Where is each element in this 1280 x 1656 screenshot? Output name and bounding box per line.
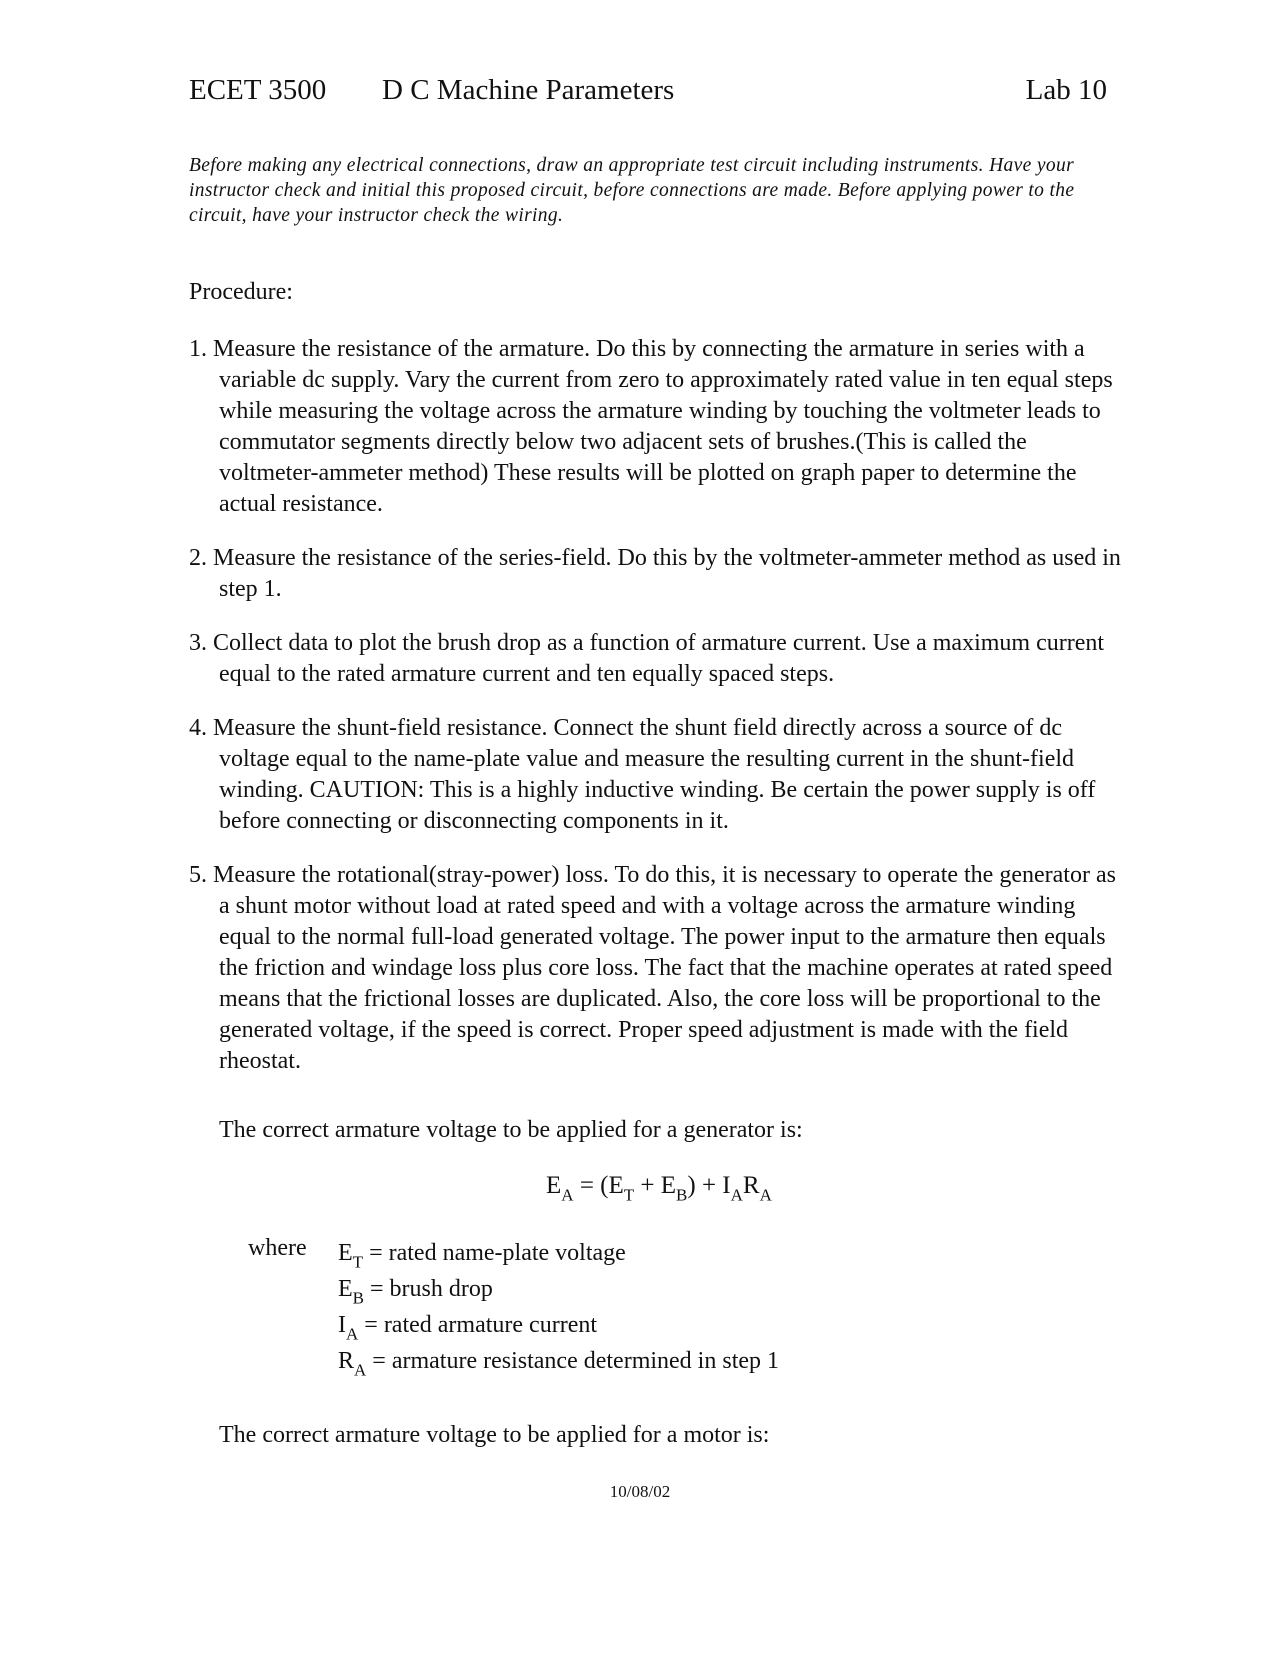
armature-voltage-formula bbox=[546, 1172, 772, 1205]
formula-ia-sub: A bbox=[730, 1185, 743, 1205]
formula-b-sub: B bbox=[676, 1185, 688, 1205]
footer-date: 10/08/02 bbox=[609, 1482, 671, 1501]
procedure-step-2: 2. Measure the resistance of the series-field. Do this by the voltmeter-ammeter method as used in step 1. bbox=[189, 545, 1121, 602]
formula-plus: + E bbox=[634, 1172, 677, 1199]
where-label: where bbox=[248, 1235, 307, 1261]
course-code: ECET 3500 bbox=[189, 74, 327, 106]
procedure-step-5: 5. Measure the rotational(stray-power) loss. To do this, it is necessary to operate the generator as a shunt motor without load at rated speed and with a voltage across the armature winding equal to the normal full-load generated voltage. The power input to the armature then equals the friction and windage loss plus core loss. The fact that the machine operates at rated speed means that the frictional losses are duplicated. Also, the core loss will be proportional to the generated voltage, if the speed is correct. Proper speed adjustment is made with the field rheostat. bbox=[189, 862, 1116, 1074]
formula-close-plus: ) + I bbox=[687, 1172, 731, 1199]
procedure-step-1: 1. Measure the resistance of the armature. Do this by connecting the armature in series with a variable dc supply. Vary the current from zero to approximately rated value in ten equal steps while measuring the voltage across the armature winding by touching the voltmeter leads to commutator segments directly below two adjacent sets of brushes.(This is called the voltmeter-ammeter method) These results will be plotted on graph paper to determine the actual resistance. bbox=[189, 336, 1113, 517]
formula-ra-sub: A bbox=[759, 1185, 772, 1205]
definition-symbol: E bbox=[338, 1276, 353, 1302]
procedure-steps bbox=[189, 334, 1129, 1100]
motor-voltage-intro: The correct armature voltage to be applied for a motor is: bbox=[219, 1422, 770, 1448]
definition-symbol: E bbox=[338, 1240, 353, 1266]
definition-symbol: R bbox=[338, 1348, 355, 1374]
page-header bbox=[189, 74, 1107, 114]
document-title: D C Machine Parameters bbox=[382, 74, 675, 106]
definition-text: = rated name-plate voltage bbox=[363, 1240, 626, 1266]
definition-sub: B bbox=[352, 1288, 365, 1308]
definition-ra bbox=[338, 1343, 779, 1379]
definition-sub: A bbox=[354, 1360, 367, 1380]
formula-eq-open: = (E bbox=[573, 1172, 624, 1199]
definition-et bbox=[338, 1235, 779, 1271]
variable-definitions bbox=[338, 1235, 779, 1379]
definition-eb bbox=[338, 1271, 779, 1307]
formula-t-sub: T bbox=[623, 1185, 635, 1205]
definition-text: = brush drop bbox=[364, 1276, 493, 1302]
definition-sub: T bbox=[352, 1252, 364, 1272]
procedure-heading: Procedure: bbox=[189, 279, 293, 305]
formula-r: R bbox=[742, 1172, 760, 1199]
generator-voltage-intro: The correct armature voltage to be applied for a generator is: bbox=[219, 1117, 803, 1143]
definition-text: = rated armature current bbox=[358, 1312, 598, 1338]
definition-ia bbox=[338, 1307, 779, 1343]
procedure-step-3: 3. Collect data to plot the brush drop as a function of armature current. Use a maximum current equal to the rated armature current and ten equally spaced steps. bbox=[189, 630, 1105, 687]
definition-text: = armature resistance determined in step 1 bbox=[366, 1348, 780, 1374]
formula-lhs: E bbox=[546, 1172, 562, 1199]
formula-lhs-sub: A bbox=[561, 1185, 574, 1205]
lab-number: Lab 10 bbox=[1025, 74, 1107, 106]
definition-symbol: I bbox=[338, 1312, 346, 1338]
definition-sub: A bbox=[346, 1324, 359, 1344]
safety-instructions: Before making any electrical connections, draw an appropriate test circuit including instruments. Have your instructor check and initial this proposed circuit, before connections are made. Before applying power to the circuit, have your instructor check the wiring. bbox=[189, 155, 1075, 226]
procedure-step-4: 4. Measure the shunt-field resistance. Connect the shunt field directly across a source of dc voltage equal to the name-plate value and measure the resulting current in the shunt-field winding. CAUTION: This is a highly inductive winding. Be certain the power supply is off before connecting or disconnecting components in it. bbox=[189, 715, 1096, 834]
